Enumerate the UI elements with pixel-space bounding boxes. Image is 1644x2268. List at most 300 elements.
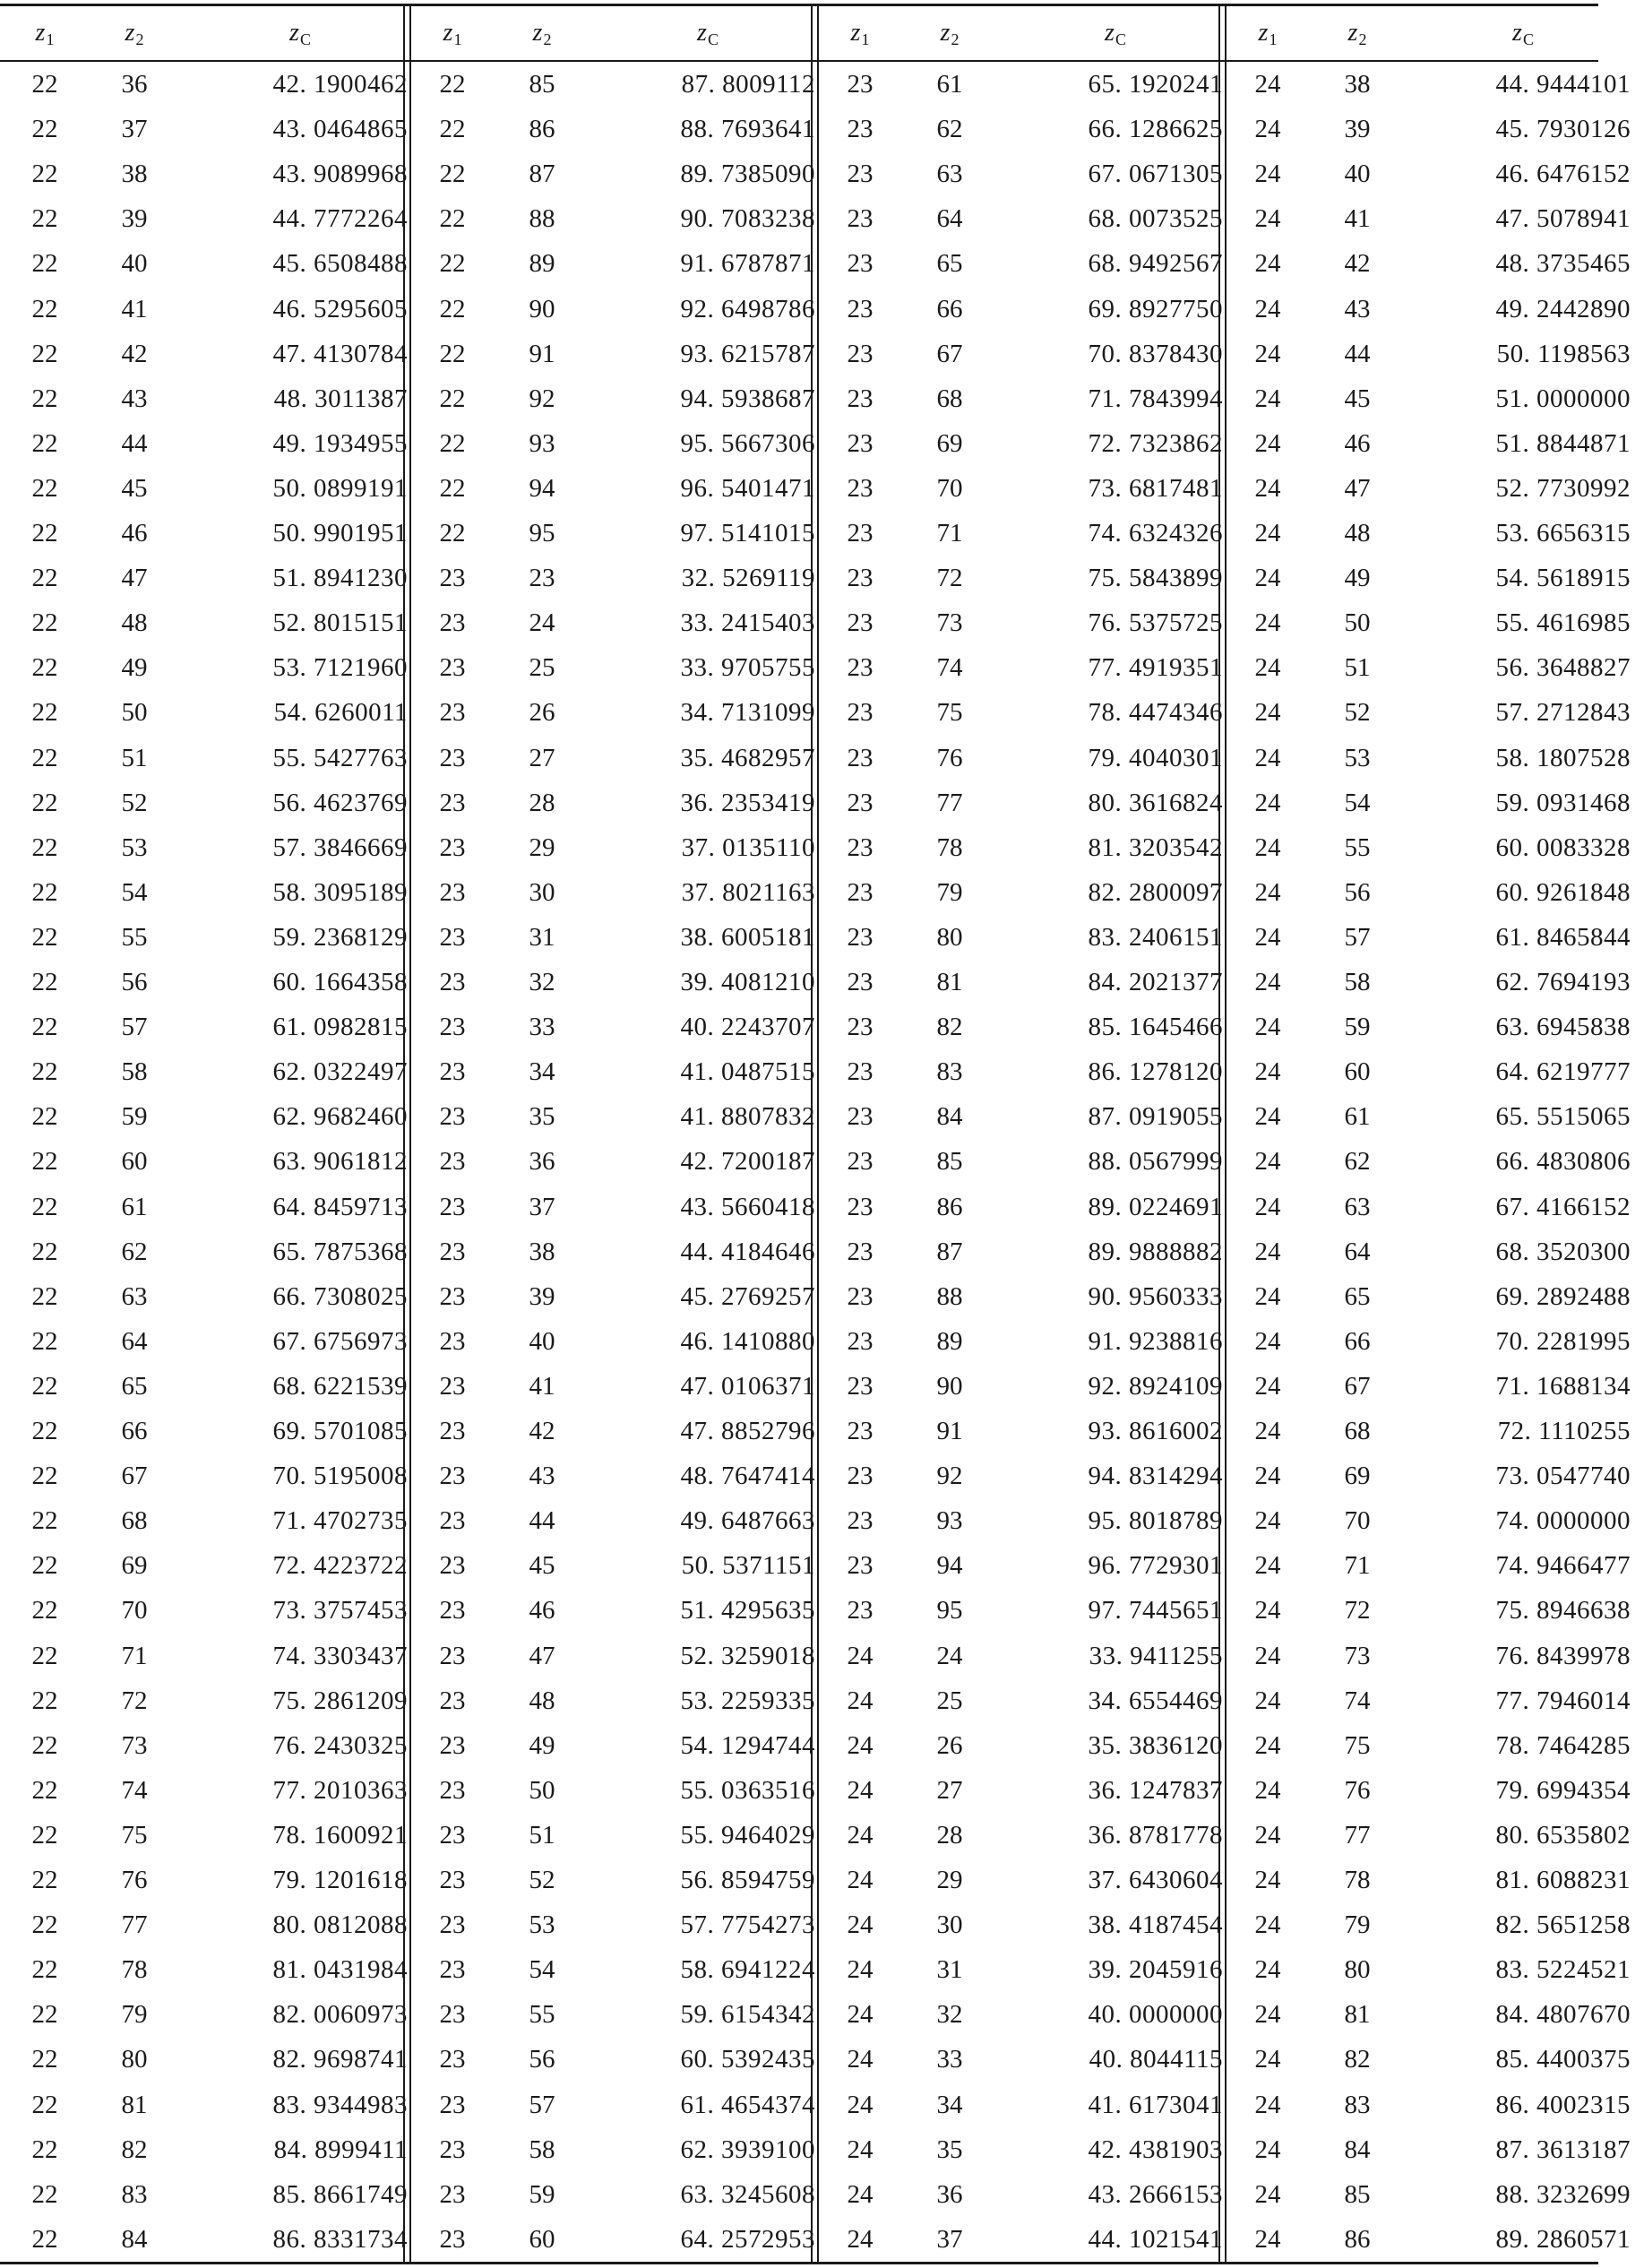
cell-z1: 24 xyxy=(1254,473,1281,503)
cell-z1: 23 xyxy=(439,1281,466,1311)
cell-z1: 24 xyxy=(1254,1057,1281,1087)
cell-z1: 23 xyxy=(847,473,874,503)
cell-zc: 66. 4830806 xyxy=(1495,1147,1631,1177)
cell-z1: 24 xyxy=(847,1820,874,1850)
cell-z1: 24 xyxy=(847,2090,874,2119)
cell-zc: 58. 1807528 xyxy=(1495,743,1631,772)
cell-zc: 87. 3613187 xyxy=(1495,2134,1631,2164)
cell-z2: 61 xyxy=(121,1192,148,1221)
cell-z2: 63 xyxy=(1344,1192,1371,1221)
cell-zc: 56. 3648827 xyxy=(1495,653,1631,683)
cell-z2: 48 xyxy=(121,608,148,638)
cell-zc: 62. 7694193 xyxy=(1495,968,1631,996)
cell-z2: 87 xyxy=(529,160,555,189)
cell-zc: 89. 2860571 xyxy=(1495,2224,1631,2254)
cell-z1: 24 xyxy=(1254,339,1281,368)
cell-z1: 23 xyxy=(847,294,874,323)
cell-z1: 23 xyxy=(847,877,874,907)
cell-z2: 85 xyxy=(529,70,555,99)
cell-zc: 36. 8781778 xyxy=(1088,1820,1223,1850)
cell-z2: 51 xyxy=(121,743,148,772)
cell-z1: 24 xyxy=(1254,1417,1281,1445)
cell-z1: 22 xyxy=(31,2224,58,2254)
cell-z2: 69 xyxy=(121,1551,148,1581)
cell-zc: 43. 0464865 xyxy=(272,115,408,144)
cell-zc: 71. 1688134 xyxy=(1495,1371,1631,1401)
cell-z1: 23 xyxy=(847,1551,874,1581)
cell-z1: 23 xyxy=(439,1013,466,1042)
cell-z1: 23 xyxy=(439,1057,466,1087)
cell-zc: 86. 8331734 xyxy=(272,2224,408,2254)
cell-z2: 70 xyxy=(121,1596,148,1626)
cell-z2: 43 xyxy=(121,384,148,413)
cell-z2: 37 xyxy=(121,115,148,144)
cell-z1: 22 xyxy=(31,2000,58,2030)
cell-zc: 49. 1934955 xyxy=(272,428,408,458)
cell-z2: 93 xyxy=(529,428,555,458)
cell-z2: 50 xyxy=(529,1775,555,1805)
cell-zc: 82. 9698741 xyxy=(272,2045,408,2074)
header-z1: $z_1$ xyxy=(35,19,55,48)
cell-zc: 45. 6508488 xyxy=(272,249,408,279)
cell-z1: 23 xyxy=(847,653,874,683)
cell-zc: 81. 0431984 xyxy=(272,1955,408,1985)
cell-z2: 36 xyxy=(529,1147,555,1177)
cell-z1: 22 xyxy=(31,1326,58,1356)
cell-zc: 96. 7729301 xyxy=(1088,1551,1223,1581)
cell-zc: 89. 0224691 xyxy=(1088,1192,1223,1221)
cell-z2: 59 xyxy=(529,2179,555,2209)
cell-z1: 22 xyxy=(31,1775,58,1805)
cell-z2: 41 xyxy=(529,1371,555,1401)
cell-z1: 23 xyxy=(439,564,466,593)
cell-z1: 23 xyxy=(439,877,466,907)
cell-z1: 24 xyxy=(1254,1192,1281,1221)
cell-z2: 29 xyxy=(529,832,555,862)
cell-z2: 25 xyxy=(529,653,555,683)
cell-z2: 81 xyxy=(1344,2000,1371,2030)
cell-z1: 23 xyxy=(847,204,874,234)
cell-z2: 58 xyxy=(529,2134,555,2164)
cell-z2: 59 xyxy=(121,1102,148,1132)
cell-z1: 22 xyxy=(31,160,58,189)
cell-z1: 22 xyxy=(31,653,58,683)
cell-zc: 65. 7875368 xyxy=(272,1237,408,1266)
cell-zc: 84. 4807670 xyxy=(1495,2000,1631,2030)
cell-z2: 87 xyxy=(936,1237,963,1266)
cell-zc: 59. 0931468 xyxy=(1495,788,1631,817)
cell-zc: 70. 2281995 xyxy=(1495,1326,1631,1356)
cell-zc: 51. 0000000 xyxy=(1495,384,1631,413)
cell-z2: 82 xyxy=(1344,2045,1371,2074)
cell-z2: 38 xyxy=(529,1237,555,1266)
cell-z1: 24 xyxy=(847,2224,874,2254)
cell-z2: 69 xyxy=(936,428,963,458)
cell-zc: 34. 6554469 xyxy=(1088,1686,1223,1715)
cell-zc: 61. 0982815 xyxy=(272,1013,408,1042)
cell-z1: 22 xyxy=(439,428,466,458)
cell-z1: 23 xyxy=(439,1102,466,1132)
cell-z1: 22 xyxy=(31,1192,58,1221)
cell-zc: 75. 2861209 xyxy=(272,1686,408,1715)
header-z2: $z_2$ xyxy=(532,19,552,48)
cell-z2: 28 xyxy=(936,1820,963,1850)
cell-z2: 76 xyxy=(936,743,963,772)
cell-zc: 75. 5843899 xyxy=(1088,564,1223,593)
cell-z2: 71 xyxy=(121,1641,148,1670)
cell-z1: 24 xyxy=(1254,1371,1281,1401)
cell-z1: 22 xyxy=(31,1820,58,1850)
cell-zc: 87. 8009112 xyxy=(681,70,815,99)
cell-z1: 22 xyxy=(439,339,466,368)
cell-z2: 43 xyxy=(529,1462,555,1491)
cell-z2: 74 xyxy=(936,653,963,683)
cell-zc: 37. 0135110 xyxy=(681,832,815,862)
cell-zc: 50. 1198563 xyxy=(1496,339,1631,368)
cell-zc: 43. 2666153 xyxy=(1088,2179,1223,2209)
cell-zc: 63. 3245608 xyxy=(680,2179,815,2209)
cell-z2: 61 xyxy=(1344,1102,1371,1132)
cell-z1: 24 xyxy=(1254,1686,1281,1715)
cell-zc: 46. 5295605 xyxy=(272,294,408,323)
cell-zc: 63. 9061812 xyxy=(272,1147,408,1177)
cell-zc: 35. 4682957 xyxy=(680,743,815,772)
cell-zc: 60. 1664358 xyxy=(272,968,408,996)
cell-z1: 23 xyxy=(847,1057,874,1087)
cell-zc: 71. 7843994 xyxy=(1088,384,1223,413)
cell-z1: 23 xyxy=(439,1641,466,1670)
cell-z1: 24 xyxy=(1254,1730,1281,1760)
cell-z1: 24 xyxy=(1254,1820,1281,1850)
cell-z1: 22 xyxy=(31,1955,58,1985)
cell-z1: 22 xyxy=(31,1371,58,1401)
cell-z1: 23 xyxy=(439,1506,466,1536)
cell-z1: 23 xyxy=(439,832,466,862)
cell-zc: 33. 9411255 xyxy=(1089,1641,1223,1670)
cell-zc: 37. 8021163 xyxy=(681,877,815,907)
cell-zc: 89. 9888882 xyxy=(1088,1237,1223,1266)
cell-z1: 22 xyxy=(31,339,58,368)
cell-zc: 52. 7730992 xyxy=(1495,473,1631,503)
cell-zc: 60. 0083328 xyxy=(1495,832,1631,862)
cell-z2: 60 xyxy=(1344,1057,1371,1087)
cell-zc: 74. 6324326 xyxy=(1088,519,1223,548)
cell-zc: 57. 3846669 xyxy=(272,832,408,862)
cell-zc: 69. 2892488 xyxy=(1495,1281,1631,1311)
cell-zc: 55. 9464029 xyxy=(680,1820,815,1850)
cell-z2: 74 xyxy=(1344,1686,1371,1715)
cell-z1: 22 xyxy=(31,2134,58,2164)
cell-z1: 22 xyxy=(31,249,58,279)
cell-z2: 23 xyxy=(529,564,555,593)
cell-z2: 39 xyxy=(121,204,148,234)
cell-z2: 55 xyxy=(1344,832,1371,862)
cell-z2: 40 xyxy=(121,249,148,279)
cell-zc: 76. 8439978 xyxy=(1495,1641,1631,1670)
cell-z2: 65 xyxy=(936,249,963,279)
cell-zc: 76. 5375725 xyxy=(1088,608,1223,638)
cell-zc: 73. 6817481 xyxy=(1088,473,1223,503)
cell-zc: 46. 6476152 xyxy=(1495,160,1631,189)
cell-z2: 79 xyxy=(121,2000,148,2030)
cell-z1: 23 xyxy=(439,653,466,683)
cell-z1: 23 xyxy=(439,1147,466,1177)
cell-z1: 24 xyxy=(1254,160,1281,189)
cell-zc: 78. 7464285 xyxy=(1495,1730,1631,1760)
cell-zc: 50. 9901951 xyxy=(272,519,408,548)
cell-zc: 79. 6994354 xyxy=(1495,1775,1631,1805)
cell-z2: 53 xyxy=(529,1910,555,1940)
cell-z2: 55 xyxy=(121,922,148,952)
cell-z1: 22 xyxy=(31,1596,58,1626)
cell-z2: 71 xyxy=(1344,1551,1371,1581)
cell-z1: 24 xyxy=(1254,653,1281,683)
cell-zc: 56. 8594759 xyxy=(680,1866,815,1894)
cell-zc: 68. 9492567 xyxy=(1088,249,1223,279)
cell-z2: 49 xyxy=(529,1730,555,1760)
cell-z1: 24 xyxy=(1254,1462,1281,1491)
cell-z2: 63 xyxy=(936,160,963,189)
cell-z2: 49 xyxy=(1344,564,1371,593)
cell-zc: 78. 4474346 xyxy=(1088,698,1223,728)
cell-zc: 87. 0919055 xyxy=(1088,1102,1223,1132)
cell-z1: 24 xyxy=(1254,922,1281,952)
cell-z2: 83 xyxy=(1344,2090,1371,2119)
cell-z2: 27 xyxy=(529,743,555,772)
cell-z2: 45 xyxy=(121,473,148,503)
cell-z1: 23 xyxy=(439,1192,466,1221)
cell-z2: 62 xyxy=(1344,1147,1371,1177)
cell-z1: 22 xyxy=(31,743,58,772)
cell-zc: 32. 5269119 xyxy=(681,564,815,593)
cell-z2: 48 xyxy=(529,1686,555,1715)
cell-zc: 84. 8999411 xyxy=(273,2134,408,2164)
cell-z1: 22 xyxy=(31,1551,58,1581)
cell-zc: 51. 4295635 xyxy=(680,1596,815,1626)
cell-z1: 24 xyxy=(1254,1237,1281,1266)
cell-z2: 56 xyxy=(121,968,148,996)
cell-zc: 73. 0547740 xyxy=(1495,1462,1631,1491)
cell-zc: 97. 5141015 xyxy=(680,519,815,548)
cell-z1: 24 xyxy=(1254,564,1281,593)
cell-z2: 60 xyxy=(529,2224,555,2254)
cell-zc: 94. 8314294 xyxy=(1088,1462,1223,1491)
cell-z2: 81 xyxy=(121,2090,148,2119)
cell-zc: 50. 5371151 xyxy=(681,1551,815,1581)
cell-z2: 32 xyxy=(529,968,555,996)
cell-z1: 24 xyxy=(1254,519,1281,548)
cell-z2: 58 xyxy=(1344,968,1371,996)
cell-z1: 23 xyxy=(847,922,874,952)
cell-z2: 42 xyxy=(121,339,148,368)
cell-zc: 53. 7121960 xyxy=(272,653,408,683)
cell-zc: 83. 2406151 xyxy=(1088,922,1223,952)
cell-z2: 67 xyxy=(121,1462,148,1491)
cell-z1: 24 xyxy=(1254,1775,1281,1805)
cell-z1: 22 xyxy=(31,1013,58,1042)
cell-z2: 78 xyxy=(121,1955,148,1985)
cell-zc: 33. 9705755 xyxy=(680,653,815,683)
cell-z2: 77 xyxy=(1344,1820,1371,1850)
cell-z2: 74 xyxy=(121,1775,148,1805)
cell-z2: 51 xyxy=(1344,653,1371,683)
cell-z2: 40 xyxy=(529,1326,555,1356)
cell-z2: 37 xyxy=(529,1192,555,1221)
cell-z2: 45 xyxy=(1344,384,1371,413)
cell-z2: 44 xyxy=(121,428,148,458)
cell-z1: 23 xyxy=(439,2045,466,2074)
cell-z1: 23 xyxy=(439,743,466,772)
cell-zc: 89. 7385090 xyxy=(680,160,815,189)
cell-z1: 22 xyxy=(31,204,58,234)
header-zc: $z_C$ xyxy=(1105,19,1126,48)
cell-z2: 50 xyxy=(1344,608,1371,638)
cell-z1: 22 xyxy=(31,2090,58,2119)
cell-zc: 81. 6088231 xyxy=(1495,1866,1631,1894)
cell-z2: 69 xyxy=(1344,1462,1371,1491)
cell-z2: 35 xyxy=(936,2134,963,2164)
cell-z1: 23 xyxy=(847,743,874,772)
cell-zc: 90. 9560333 xyxy=(1088,1281,1223,1311)
cell-z1: 24 xyxy=(1254,1506,1281,1536)
cell-zc: 92. 6498786 xyxy=(680,294,815,323)
cell-z2: 67 xyxy=(1344,1371,1371,1401)
cell-z2: 94 xyxy=(529,473,555,503)
cell-zc: 65. 1920241 xyxy=(1088,70,1223,99)
cell-z2: 92 xyxy=(529,384,555,413)
cell-z1: 22 xyxy=(31,1641,58,1670)
cell-z2: 33 xyxy=(529,1013,555,1042)
cell-z1: 24 xyxy=(1254,2224,1281,2254)
cell-z1: 22 xyxy=(439,294,466,323)
cell-z2: 56 xyxy=(529,2045,555,2074)
cell-z2: 82 xyxy=(936,1013,963,1042)
cell-zc: 40. 8044115 xyxy=(1089,2045,1223,2074)
cell-zc: 38. 4187454 xyxy=(1088,1910,1223,1940)
cell-z2: 50 xyxy=(121,698,148,728)
cell-zc: 88. 7693641 xyxy=(680,115,815,144)
cell-zc: 82. 2800097 xyxy=(1088,877,1223,907)
cell-zc: 41. 6173041 xyxy=(1088,2090,1223,2119)
cell-z1: 23 xyxy=(847,1013,874,1042)
cell-z1: 24 xyxy=(1254,249,1281,279)
cell-z1: 23 xyxy=(439,1775,466,1805)
cell-zc: 66. 1286625 xyxy=(1088,115,1223,144)
cell-z1: 23 xyxy=(439,2134,466,2164)
bottom-rule xyxy=(0,2262,1598,2264)
cell-z2: 70 xyxy=(1344,1506,1371,1536)
cell-z2: 46 xyxy=(1344,428,1371,458)
cell-zc: 86. 4002315 xyxy=(1495,2090,1631,2119)
cell-zc: 34. 7131099 xyxy=(680,698,815,728)
cell-z2: 27 xyxy=(936,1775,963,1805)
cell-z2: 24 xyxy=(936,1641,963,1670)
cell-zc: 33. 2415403 xyxy=(680,608,815,638)
cell-z2: 92 xyxy=(936,1462,963,1491)
cell-zc: 93. 6215787 xyxy=(680,339,815,368)
cell-zc: 60. 9261848 xyxy=(1495,877,1631,907)
cell-z1: 23 xyxy=(847,160,874,189)
cell-z2: 49 xyxy=(121,653,148,683)
cell-zc: 86. 1278120 xyxy=(1088,1057,1223,1087)
cell-zc: 85. 1645466 xyxy=(1088,1013,1223,1042)
cell-z1: 23 xyxy=(847,519,874,548)
cell-z1: 23 xyxy=(439,1910,466,1940)
cell-z2: 57 xyxy=(121,1013,148,1042)
cell-zc: 52. 8015151 xyxy=(272,608,408,638)
header-z2: $z_2$ xyxy=(1347,19,1367,48)
cell-z2: 83 xyxy=(936,1057,963,1087)
cell-z1: 22 xyxy=(31,968,58,996)
cell-z1: 22 xyxy=(31,1462,58,1491)
cell-z2: 88 xyxy=(936,1281,963,1311)
cell-zc: 95. 8018789 xyxy=(1088,1506,1223,1536)
cell-zc: 68. 6221539 xyxy=(272,1371,408,1401)
cell-z2: 67 xyxy=(936,339,963,368)
cell-z1: 24 xyxy=(1254,2045,1281,2074)
cell-zc: 43. 9089968 xyxy=(272,160,408,189)
cell-z1: 23 xyxy=(439,968,466,996)
cell-z1: 24 xyxy=(1254,1910,1281,1940)
cell-z1: 24 xyxy=(1254,1281,1281,1311)
cell-z1: 22 xyxy=(31,1057,58,1087)
cell-z1: 23 xyxy=(847,1326,874,1356)
cell-z2: 39 xyxy=(529,1281,555,1311)
cell-zc: 93. 8616002 xyxy=(1088,1417,1223,1445)
cell-z1: 23 xyxy=(847,1462,874,1491)
cell-z2: 79 xyxy=(936,877,963,907)
cell-z2: 43 xyxy=(1344,294,1371,323)
cell-z2: 63 xyxy=(121,1281,148,1311)
cell-zc: 54. 5618915 xyxy=(1495,564,1631,593)
cell-z1: 22 xyxy=(439,249,466,279)
cell-z2: 86 xyxy=(1344,2224,1371,2254)
cell-z2: 80 xyxy=(121,2045,148,2074)
cell-zc: 92. 8924109 xyxy=(1088,1371,1223,1401)
cell-z2: 75 xyxy=(936,698,963,728)
cell-z2: 58 xyxy=(121,1057,148,1087)
cell-z2: 93 xyxy=(936,1506,963,1536)
cell-z2: 73 xyxy=(936,608,963,638)
cell-z1: 24 xyxy=(1254,1147,1281,1177)
cell-z2: 54 xyxy=(529,1955,555,1985)
cell-z2: 76 xyxy=(1344,1775,1371,1805)
cell-zc: 61. 8465844 xyxy=(1495,922,1631,952)
cell-zc: 88. 3232699 xyxy=(1495,2179,1631,2209)
cell-z1: 24 xyxy=(1254,70,1281,99)
cell-z1: 23 xyxy=(847,1281,874,1311)
cell-z1: 24 xyxy=(1254,2134,1281,2164)
cell-zc: 85. 8661749 xyxy=(272,2179,408,2209)
cell-z2: 95 xyxy=(529,519,555,548)
cell-z2: 42 xyxy=(1344,249,1371,279)
cell-z2: 83 xyxy=(121,2179,148,2209)
cell-z2: 68 xyxy=(936,384,963,413)
cell-zc: 62. 9682460 xyxy=(272,1102,408,1132)
cell-z2: 65 xyxy=(121,1371,148,1401)
cell-z2: 25 xyxy=(936,1686,963,1715)
cell-z2: 46 xyxy=(121,519,148,548)
cell-z1: 22 xyxy=(439,160,466,189)
cell-z1: 24 xyxy=(1254,788,1281,817)
cell-z1: 22 xyxy=(31,788,58,817)
cell-z1: 24 xyxy=(1254,428,1281,458)
cell-z1: 23 xyxy=(439,2090,466,2119)
cell-z2: 91 xyxy=(529,339,555,368)
cell-z1: 22 xyxy=(31,1506,58,1536)
cell-z1: 24 xyxy=(847,1730,874,1760)
cell-z2: 34 xyxy=(936,2090,963,2119)
